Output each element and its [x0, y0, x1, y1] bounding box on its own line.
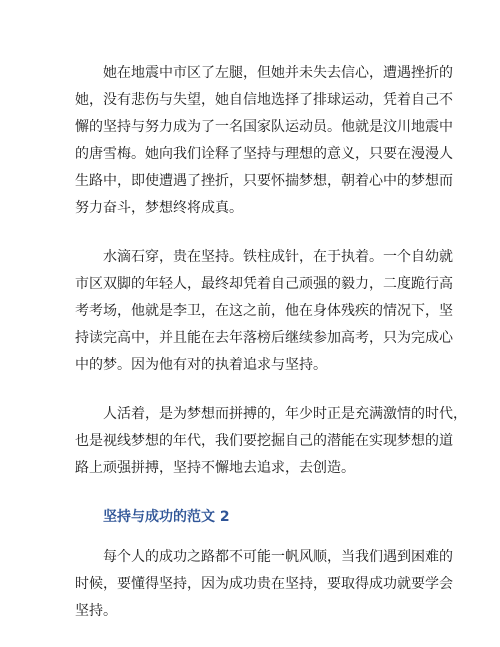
paragraph-line: 懈的坚持与努力成为了一名国家队运动员。他就是汶川地震中: [75, 119, 453, 135]
paragraph-line: 她，没有悲伤与失望，她自信地选择了排球运动，凭着自己不: [75, 92, 453, 108]
paragraph-line: 路上顽强拼搏，坚持不懈地去追求，去创造。: [75, 460, 355, 476]
paragraph-line: 生路中，即使遭遇了挫折，只要怀揣梦想，朝着心中的梦想而: [75, 173, 453, 189]
paragraph-line: 考考场，他就是李卫，在这之前，他在身体残疾的情况下，坚: [75, 303, 453, 319]
paragraph-line: 市区双脚的年轻人，最终却凭着自己顽强的毅力，二度跪行高: [75, 276, 453, 292]
paragraph-2: [75, 244, 453, 379]
paragraph-line: 人活着，是为梦想而拼搏的，年少时正是充满激情的时代，: [103, 406, 467, 422]
paragraph-line: 持读完高中，并且能在去年落榜后继续参加高考，只为完成心: [75, 330, 453, 346]
paragraph-line: 的唐雪梅。她向我们诠释了坚持与理想的意义，只要在漫漫人: [75, 146, 453, 162]
paragraph-line: 时候，要懂得坚持，因为成功贵在坚持，要取得成功就要学会: [75, 576, 453, 592]
paragraph-1: [75, 60, 453, 222]
paragraph-line: 她在地震中市区了左腿，但她并未失去信心，遭遇挫折的: [103, 65, 453, 81]
paragraph-4: [75, 544, 453, 625]
paragraph-line: 水滴石穿，贵在坚持。铁柱成针，在于执着。一个自幼就: [103, 249, 453, 265]
paragraph-line: 中的梦。因为他有对的执着追求与坚持。: [75, 357, 327, 373]
document-page: [75, 60, 467, 647]
paragraph-3: [75, 401, 467, 482]
paragraph-line: 也是视线梦想的年代，我们要挖掘自己的潜能在实现梦想的道: [75, 433, 453, 449]
paragraph-line: 坚持。: [75, 603, 117, 619]
paragraph-line: 每个人的成功之路都不可能一帆风顺，当我们遇到困难的: [103, 549, 453, 565]
paragraph-line: 努力奋斗，梦想终将成真。: [75, 200, 243, 216]
section-heading: 坚持与成功的范文 2: [103, 509, 230, 525]
